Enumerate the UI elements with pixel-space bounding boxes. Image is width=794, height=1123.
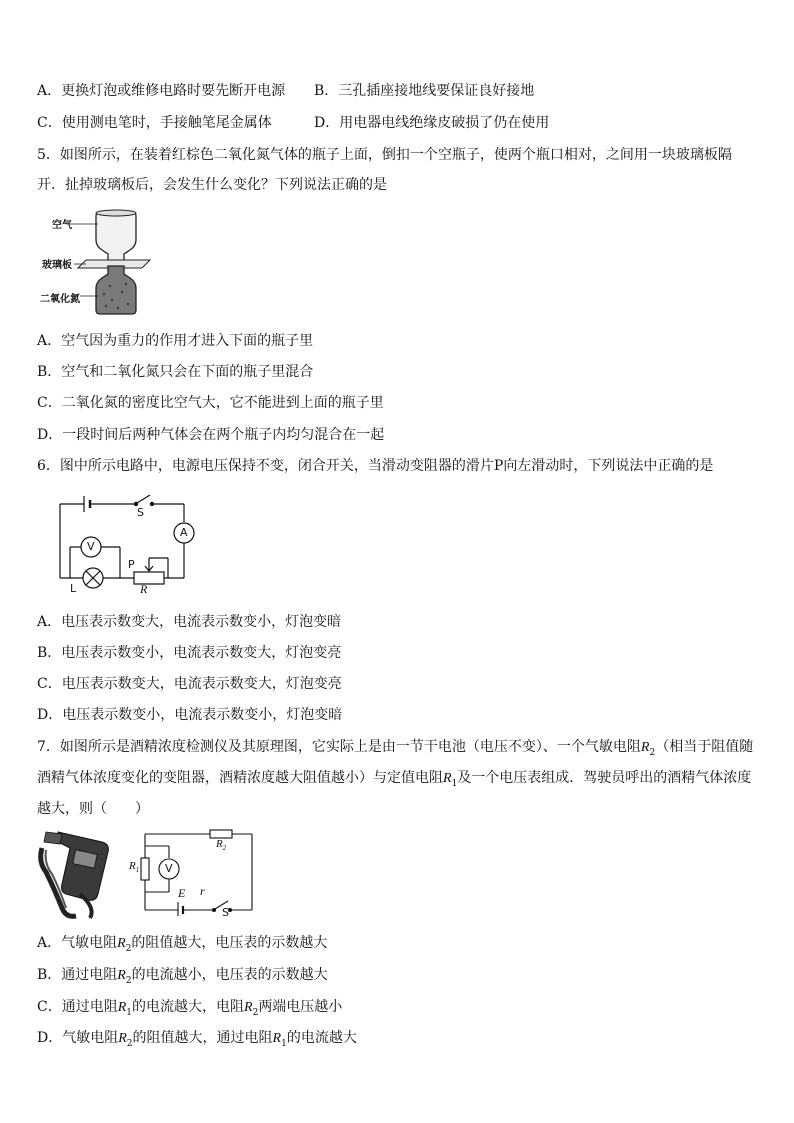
q7-option-a: A．气敏电阻$R_2$的阻值越大，电压表的示数越大 bbox=[37, 935, 328, 954]
q7-circuit-diagram bbox=[128, 826, 258, 919]
label-switch-s: S bbox=[137, 506, 144, 519]
label-ammeter-a: A bbox=[180, 526, 188, 539]
q6-stem: 6．图中所示电路中，电源电压保持不变，闭合开关，当滑动变阻器的滑片P向左滑动时，下列说法中正确的是 bbox=[37, 458, 714, 474]
label-glass-plate: 玻璃板 bbox=[42, 260, 72, 271]
q6-option-d: D．电压表示数变小，电流表示数变小，灯泡变暗 bbox=[37, 707, 343, 723]
q5-option-a: A．空气因为重力的作用才进入下面的瓶子里 bbox=[37, 333, 314, 349]
q4-option-c: C．使用测电笔时，手接触笔尾金属体 bbox=[37, 115, 272, 131]
label-air: 空气 bbox=[52, 220, 72, 231]
q4-option-a: A．更换灯泡或维修电路时要先断开电源 bbox=[37, 83, 286, 99]
label-no2: 二氧化氮 bbox=[40, 294, 80, 305]
q6-option-b: B．电压表示数变小，电流表示数变大，灯泡变亮 bbox=[37, 645, 342, 661]
label-lamp-l: L bbox=[70, 582, 77, 595]
q7-option-c: C．通过电阻$R_1$的电流越大，电阻$R_2$两端电压越小 bbox=[37, 999, 343, 1018]
q6-option-a: A．电压表示数变大，电流表示数变小，灯泡变暗 bbox=[37, 614, 342, 630]
q4-option-d: D．用电器电线绝缘皮破损了仍在使用 bbox=[314, 115, 550, 131]
q5-option-d: D．一段时间后两种气体会在两个瓶子内均匀混合在一起 bbox=[37, 427, 385, 443]
q6-option-c: C．电压表示数变大，电流表示数变大，灯泡变亮 bbox=[37, 676, 342, 692]
q5-bottles-figure bbox=[36, 204, 166, 319]
breathalyzer-device-image bbox=[36, 828, 126, 920]
q7-option-b: B．通过电阻$R_2$的电流越小，电压表的示数越大 bbox=[37, 967, 328, 986]
q5-stem-line1: 5．如图所示，在装着红棕色二氧化氮气体的瓶子上面，倒扣一个空瓶子，使两个瓶口相对，之间用一块玻璃板隔 bbox=[37, 147, 732, 163]
label-slider-p: P bbox=[128, 558, 135, 571]
q7-stem-line2: 酒精气体浓度变化的变阻器，酒精浓度越大阻值越小）与定值电阻$R_1$及一个电压表组成．驾驶员呼出的酒精气体浓度 bbox=[37, 770, 752, 789]
q5-option-c: C．二氧化氮的密度比空气大，它不能进到上面的瓶子里 bbox=[37, 395, 384, 411]
label-r1: $R_1$ bbox=[129, 860, 140, 875]
label-e: E bbox=[178, 886, 186, 900]
q7-stem-line3: 越大，则（ ） bbox=[37, 801, 149, 817]
q4-option-b: B．三孔插座接地线要保证良好接地 bbox=[314, 83, 535, 99]
q5-stem-line2: 开．扯掉玻璃板后，会发生什么变化？下列说法正确的是 bbox=[37, 177, 387, 193]
label-voltmeter-v: V bbox=[165, 862, 173, 875]
q7-stem-line1: 7．如图所示是酒精浓度检测仪及其原理图，它实际上是由一节干电池（电压不变）、一个气敏电阻$R_2$（相当于阻值随 bbox=[37, 739, 754, 758]
label-rheostat-r: R bbox=[140, 582, 148, 596]
q5-option-b: B．空气和二氧化氮只会在下面的瓶子里混合 bbox=[37, 364, 314, 380]
label-voltmeter-v: V bbox=[87, 540, 95, 553]
label-r2: $R_2$ bbox=[216, 838, 227, 853]
q7-option-d: D．气敏电阻$R_2$的阻值越大，通过电阻$R_1$的电流越大 bbox=[37, 1030, 357, 1049]
label-r-internal: r bbox=[200, 884, 205, 898]
label-switch-s: S bbox=[222, 906, 229, 919]
q6-circuit-diagram bbox=[56, 490, 206, 598]
